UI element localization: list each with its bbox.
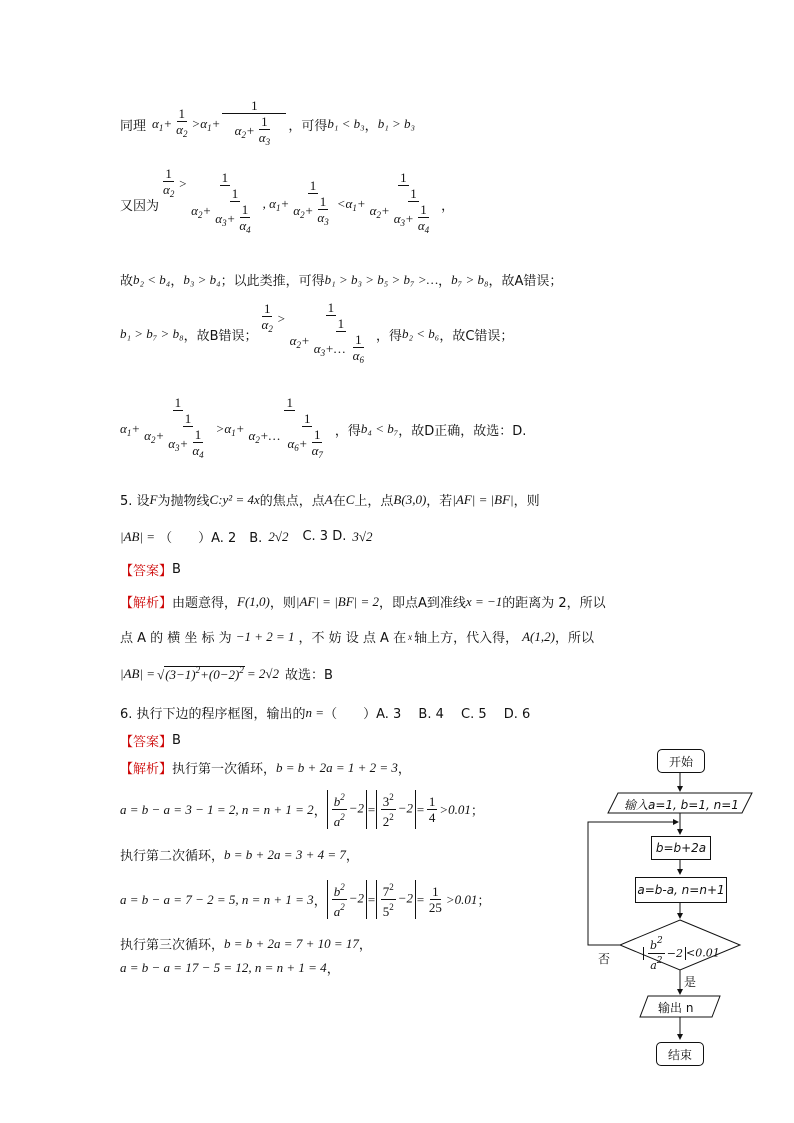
line-3: 故 b₂ < b₄ ， b₃ > b₄ ；以此类推，可得 b₁ > b₃ > b₅ > b₇ >… ， b₇ > b₈ ，故A错误；	[120, 271, 563, 289]
step2-box: a=b-a, n=n+1	[635, 877, 727, 903]
no-label: 否	[598, 952, 611, 966]
loop-3: 执行第三次循环， b = b + 2a = 7 + 10 = 17 ，	[120, 935, 372, 953]
step1-box: b=b+2a	[651, 836, 711, 860]
loop-1: 【解析】 执行第一次循环， b = b + 2a = 1 + 2 = 3 ，	[120, 759, 411, 777]
analysis-5-l3: |AB| = $√(3-1)^2+(0-2)^2$ = 2√2 故选：B	[120, 664, 333, 683]
analysis-5-l1: 【解析】 由题意得， F(1,0) ，则 |AF| = |BF| = 2 ，即点A到准线 x = −1 的距离为 2，所以	[120, 593, 606, 611]
line-4: b₁ > b₇ > b₈ ，故B错误； $\frac{1}{\alpha_2}$ > 1 $\alpha_2+$ 1 $\alpha_3+\dots$ $\frac{1}{\alpha_6}$ ，得 b₂ < b₆ ，故C错误；	[120, 300, 514, 365]
line-5: $\alpha_1+$ 1 $\alpha_2+$ 1 $\alpha_3+$ $\frac{1}{\alpha_4}$ $>\alpha_1+$ 1 $\alpha_2+\dots$ 1 $\alpha_6+$ $\frac{1}{\alpha_7}$ ，得 b₄ < b₇ ，故D正确，故选：D.	[120, 395, 527, 460]
loop-1-b: a = b − a = 3 − 1 = 2, n = n + 1 = 2 ， $\frac{b^2}{a^2}$ −2 = $\frac{3^2}{2^2}$ −2 = $\frac{1}{4}$ >0.01 ；	[120, 792, 484, 829]
loop-2-b: a = b − a = 7 − 2 = 5, n = n + 1 = 3 ， $\frac{b^2}{a^2}$ −2 = $\frac{7^2}{5^2}$ −2 = $\frac{1}{25}$ >0.01 ；	[120, 882, 491, 919]
loop-2: 执行第二次循环， b = b + 2a = 3 + 4 = 7 ，	[120, 846, 359, 864]
line-tongli: 同理 $\alpha_1+$ $\frac{1}{\alpha_2}$ $>\alpha_1+$ 1 $\alpha_2+$ $\frac{1}{\alpha_3}$ ，可得 b₁ < b₃ ， b₁ > b₃	[120, 98, 415, 147]
analysis-5-l2: 点 A 的 横 坐 标 为 −1 + 2 = 1 ，不 妨 设 点 A 在 x 轴上方，代入得， A(1,2) ，所以	[120, 628, 594, 646]
start-box: 开始	[657, 749, 705, 773]
question-5: 5. 设 F 为抛物线 C : y² = 4x 的焦点，点 A 在 C 上，点 B(3,0) ，若 |AF| = |BF| ，则	[120, 491, 540, 509]
flowchart-lines	[560, 745, 760, 1075]
yes-label: 是	[684, 975, 697, 989]
output-label: 输出 n	[658, 1001, 694, 1015]
answer-5: 【答案】 B	[120, 562, 181, 579]
question-6: 6. 执行下边的程序框图，输出的 n = （ ）A. 3 B. 4 C. 5 D. 6	[120, 704, 531, 722]
loop-3-b: a = b − a = 17 − 5 = 12, n = n + 1 = 4 ，	[120, 959, 340, 977]
answer-6: 【答案】 B	[120, 733, 181, 750]
question-5-options: |AB| = （ ）A. 2 B. 2√2 C. 3 D. 3√2	[120, 528, 373, 546]
flowchart	[560, 745, 760, 1075]
input-label: 输入a=1, b=1, n=1	[624, 798, 739, 812]
end-box: 结束	[656, 1042, 704, 1066]
line-youyinwei: 又因为 $\frac{1}{\alpha_2}$ > 1 $\alpha_2+$ 1 $\alpha_3+$ $\frac{1}{\alpha_4}$ , $\alpha_1+$ 1 $\alpha_2+$ $\frac{1}{\alpha_3}$ $<\alpha_1+$ 1 $\alpha_2+$ 1 $\alpha_3+$ $\frac{1}{\alpha_4}$ ，	[120, 166, 455, 235]
condition-label: $\frac{b^2}{a^2}$ −2 <0.01	[643, 934, 720, 973]
